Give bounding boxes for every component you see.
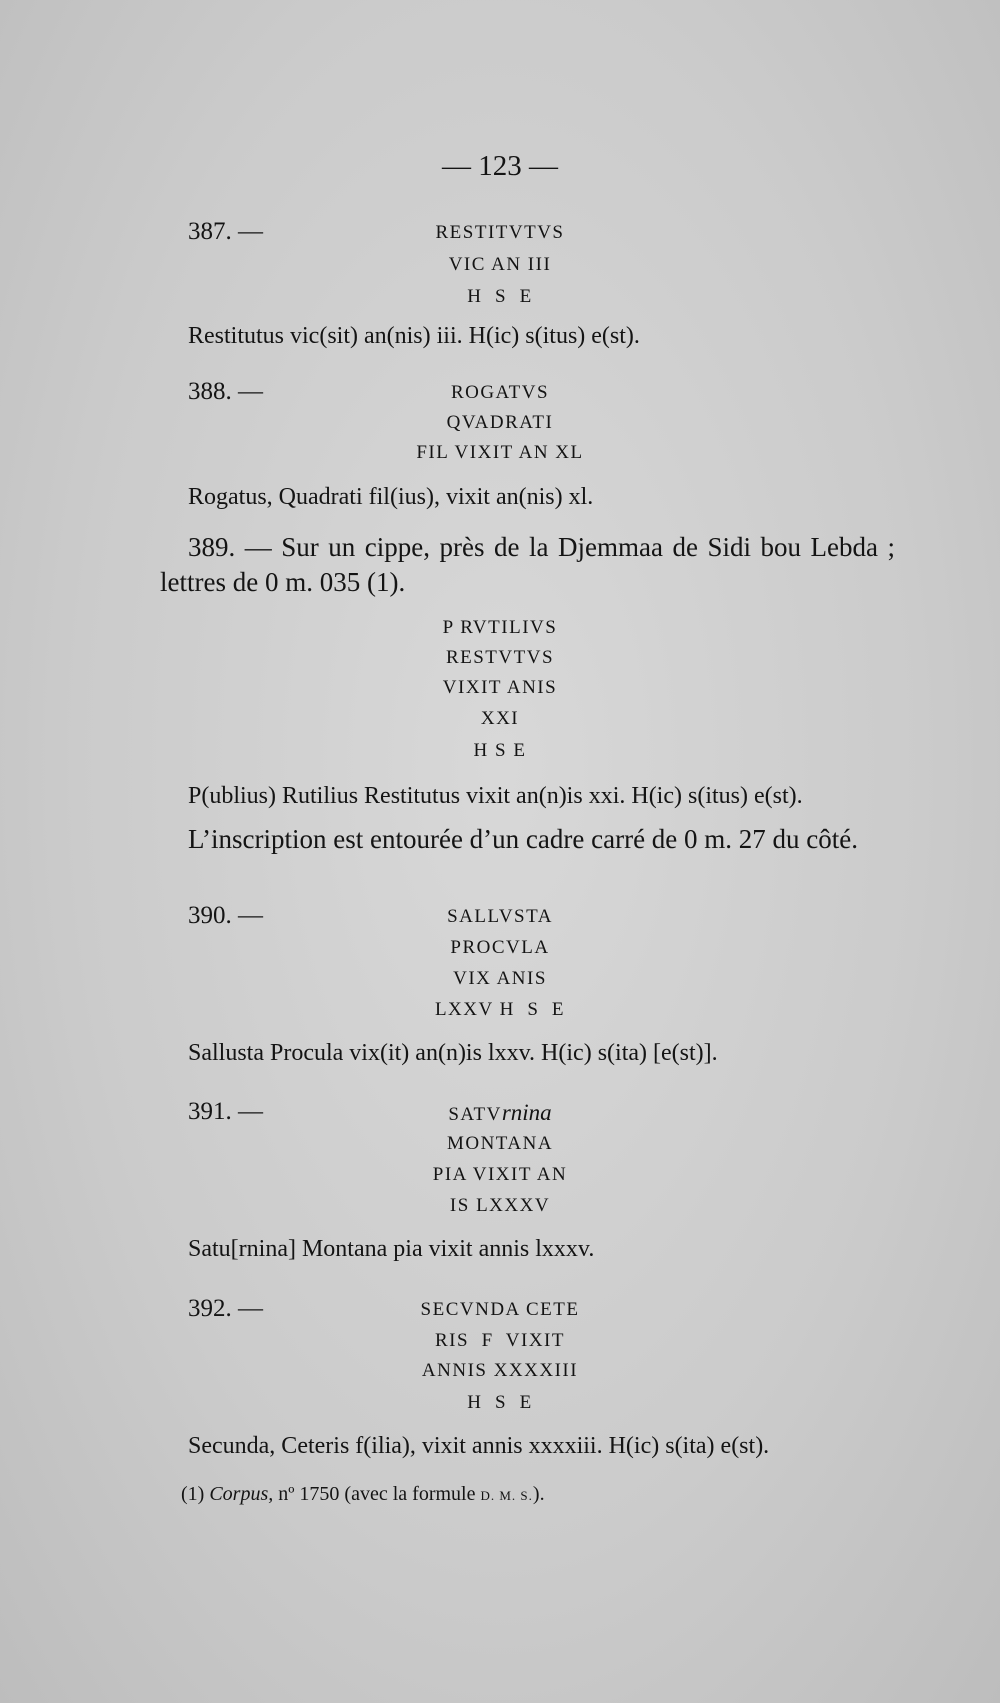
inscription-line: IS LXXXV [449, 1195, 551, 1216]
entry-number-390: 390. — [188, 902, 263, 929]
inscription-line: LXXV H S E [434, 999, 566, 1020]
inscription-line: QVADRATI [446, 412, 554, 433]
footnote-ref: nº 1750 (avec la formule [278, 1483, 476, 1505]
transcription-392: Secunda, Ceteris f(ilia), vixit annis xxxxiii. H(ic) s(ita) e(st). [188, 1433, 770, 1459]
transcription-389: P(ublius) Rutilius Restitutus vixit an(n)is xxi. H(ic) s(itus) e(st). [188, 783, 803, 809]
inscription-italic: rnina [501, 1100, 552, 1125]
inscription-line: H S E [467, 286, 533, 307]
transcription-391: Satu[rnina] Montana pia vixit annis lxxxv. [188, 1236, 595, 1262]
inscription-line: FIL VIXIT AN XL [416, 442, 584, 463]
footnote-work: Corpus, [209, 1483, 274, 1505]
inscription-line: RESTVTVS [445, 647, 555, 668]
transcription-388: Rogatus, Quadrati fil(ius), vixit an(nis) xl. [188, 484, 594, 510]
footnote-end: ). [532, 1483, 545, 1505]
inscription-line: H S E [473, 740, 527, 761]
note-389: L’inscription est entourée d’un cadre carré de 0 m. 27 du côté. [188, 824, 859, 854]
inscription-line: RESTITVTVS [435, 222, 565, 243]
entry-number-391: 391. — [188, 1098, 263, 1125]
inscription-line: ANNIS XXXXIII [421, 1360, 579, 1381]
entry-389-intro [160, 530, 895, 600]
entry-intro-text: Sur un cippe, près de la Djemmaa de Sidi bou Lebda ; lettres de 0 m. 035 (1). [160, 532, 895, 597]
entry-number-387: 387. — [188, 218, 263, 245]
page-number: — 123 — [442, 150, 558, 182]
inscription-line: XXI [480, 708, 520, 729]
footnote [181, 1483, 545, 1506]
inscription-line-mixed [0, 1100, 1000, 1126]
footnote-marker: (1) [181, 1483, 205, 1505]
inscription-line: VIXIT ANIS [442, 677, 558, 698]
inscription-line: SALLVSTA [447, 906, 553, 927]
inscription-line: SECVNDA CETE [420, 1299, 580, 1320]
transcription-387: Restitutus vic(sit) an(nis) iii. H(ic) s(itus) e(st). [188, 323, 640, 349]
entry-number-389: 389. — [188, 532, 272, 562]
inscription-line: H S E [467, 1392, 533, 1413]
inscription-line: MONTANA [446, 1133, 554, 1154]
inscription-line: VIC AN III [448, 254, 552, 275]
transcription-390: Sallusta Procula vix(it) an(n)is lxxv. H(ic) s(ita) [e(st)]. [188, 1040, 718, 1066]
entry-number-388: 388. — [188, 378, 263, 405]
inscription-line: PIA VIXIT AN [432, 1164, 568, 1185]
inscription-line: VIX ANIS [453, 968, 547, 989]
inscription-line: RIS F VIXIT [435, 1330, 565, 1351]
footnote-formula: D. M. S. [480, 1488, 533, 1503]
inscription-line: PROCVLA [450, 937, 550, 958]
inscription-caps: SATV [448, 1104, 502, 1125]
inscription-line: ROGATVS [450, 382, 550, 403]
inscription-line: P RVTILIVS [442, 617, 558, 638]
entry-number-392: 392. — [188, 1295, 263, 1322]
